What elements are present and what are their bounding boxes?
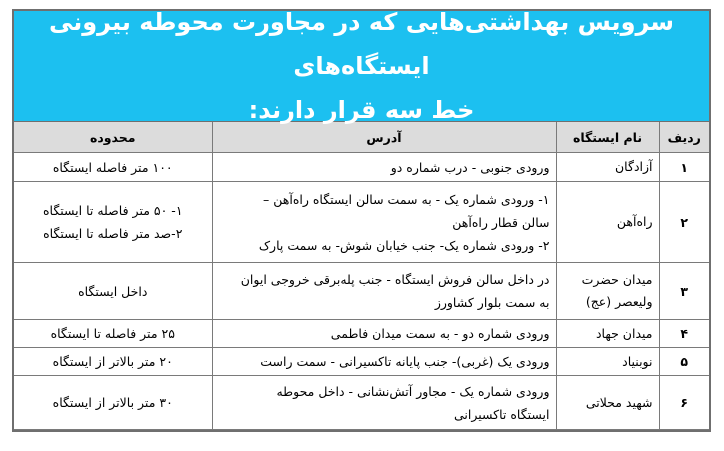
- station-name-line: شهید محلاتی: [585, 394, 653, 410]
- range-line: ۲۰ متر بالاتر از ایستگاه: [52, 354, 173, 369]
- station-name-line: میدان حضرت: [581, 272, 653, 287]
- station-name-line: ولیعصر (عج): [585, 294, 653, 309]
- row-number: ۲: [659, 182, 709, 263]
- station-name: [556, 320, 659, 348]
- range-line: ۱- ۵۰ متر فاصله تا ایستگاه: [42, 203, 183, 218]
- table-row: [14, 320, 709, 348]
- distance-range: [14, 153, 212, 182]
- header-station: نام ایستگاه: [556, 122, 659, 153]
- distance-range: [14, 182, 212, 263]
- restroom-table: [14, 122, 709, 430]
- range-line: ۳۰ متر بالاتر از ایستگاه: [52, 395, 173, 410]
- row-number: ۵: [659, 348, 709, 376]
- station-address: [212, 153, 556, 182]
- range-line: ۲۵ متر فاصله تا ایستگاه: [50, 326, 175, 341]
- distance-range: [14, 320, 212, 348]
- row-number: ۳: [659, 263, 709, 320]
- station-address: [212, 376, 556, 430]
- title-line-2: خط سه قرار دارند:: [248, 96, 475, 124]
- range-line: ۲-صد متر فاصله تا ایستگاه: [43, 226, 183, 241]
- row-number: ۶: [659, 376, 709, 430]
- station-name-line: راه‌آهن: [616, 214, 653, 229]
- station-address: [212, 348, 556, 376]
- table-row: [14, 153, 709, 182]
- station-name-line: میدان جهاد: [595, 325, 653, 341]
- range-line: ۱۰۰ متر فاصله ایستگاه: [52, 159, 173, 175]
- station-name-line: آزادگان: [615, 159, 653, 174]
- page-title: [14, 8, 709, 124]
- distance-range: [14, 348, 212, 376]
- address-line: ورودی یک (غربی)- جنب پایانه تاکسیرانی - سمت راست: [260, 354, 550, 369]
- distance-range: [14, 376, 212, 430]
- station-name: [556, 153, 659, 182]
- station-name-line: نوبنیاد: [622, 353, 653, 369]
- address-line: سالن قطار راه‌آهن: [452, 214, 550, 230]
- station-address: [212, 182, 556, 263]
- table-row: [14, 348, 709, 376]
- range-line: داخل ایستگاه: [78, 283, 148, 299]
- header-range: محدوده: [14, 122, 212, 153]
- station-name: [556, 182, 659, 263]
- table-row: [14, 376, 709, 430]
- title-line-1: سرویس بهداشتی‌هایی که در مجاورت محوطه بیرونی ایستگاه‌های: [48, 8, 675, 80]
- row-number: ۴: [659, 320, 709, 348]
- station-name: [556, 376, 659, 430]
- address-line: ۲- ورودی شماره یک- جنب خیابان شوش- به سمت پارک: [258, 237, 550, 253]
- address-line: ۱- ورودی شماره یک - به سمت سالن ایستگاه راه‌آهن –: [263, 191, 550, 207]
- station-address: [212, 320, 556, 348]
- address-line: ورودی شماره دو - به سمت میدان فاطمی: [330, 326, 550, 341]
- document-frame: [12, 9, 711, 432]
- header-row-no: ردیف: [659, 122, 709, 153]
- address-line: ورودی شماره یک - مجاور آتش‌نشانی - داخل محوطه: [276, 383, 550, 399]
- address-line: ایستگاه تاکسیرانی: [453, 406, 550, 422]
- station-address: [212, 263, 556, 320]
- station-name: [556, 263, 659, 320]
- row-number: ۱: [659, 153, 709, 182]
- distance-range: [14, 263, 212, 320]
- address-line: در داخل سالن فروش ایستگاه - جنب پله‌برقی خروجی ایوان: [240, 272, 550, 287]
- address-line: به سمت بلوار کشاورز: [434, 295, 550, 310]
- station-name: [556, 348, 659, 376]
- table-row: [14, 182, 709, 263]
- address-line: ورودی جنوبی - درب شماره دو: [390, 159, 550, 175]
- header-address: آدرس: [212, 122, 556, 153]
- table-row: [14, 263, 709, 320]
- table-body: [14, 153, 709, 430]
